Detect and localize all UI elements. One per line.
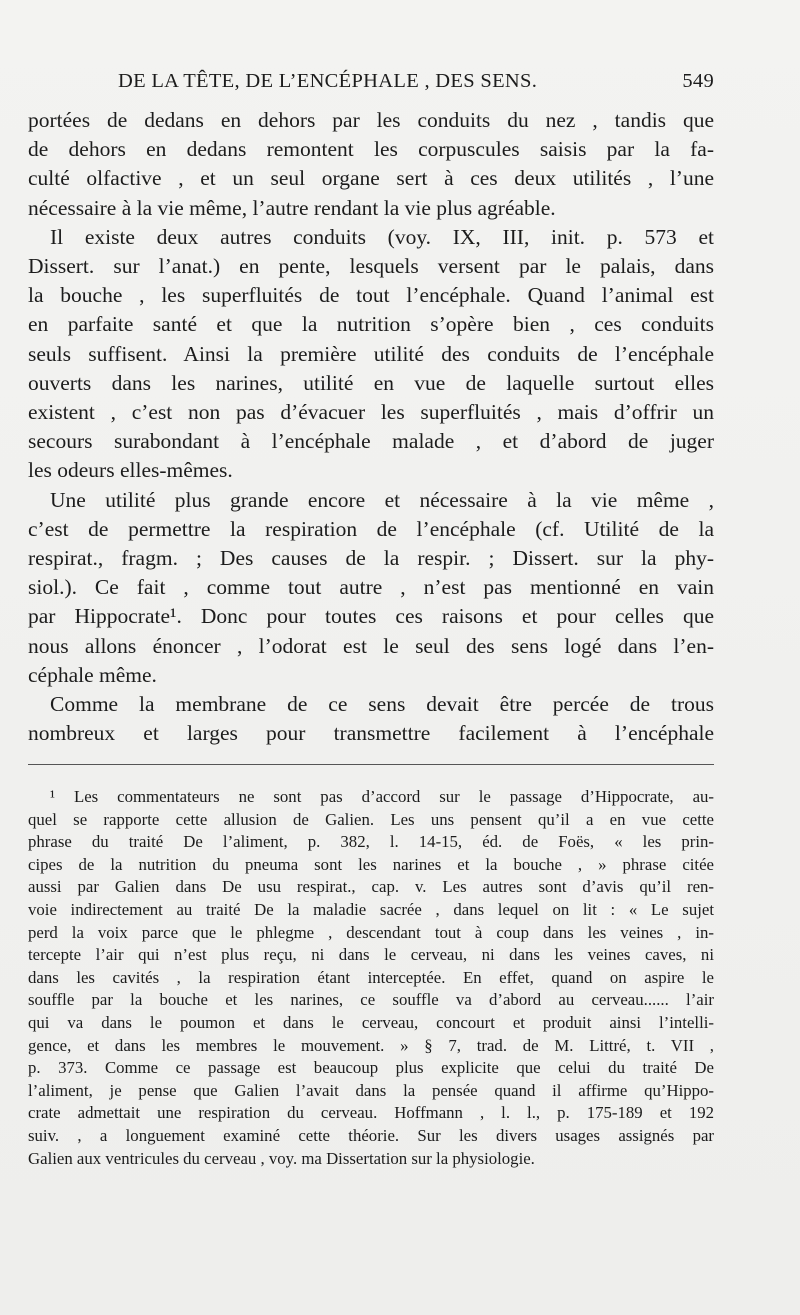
text-line: les odeurs elles-mêmes. <box>28 458 233 483</box>
page-header <box>100 70 714 100</box>
text-line: c’est de permettre la respiration de l’encéphale (cf. Utilité de la <box>28 516 714 541</box>
text-line: ouverts dans les narines, utilité en vue de laquelle surtout elles <box>28 370 714 395</box>
text-line: Comme la membrane de ce sens devait être percée de trous <box>50 692 714 717</box>
paragraph-4 <box>28 690 714 748</box>
text-line: nous allons énoncer , l’odorat est le seul des sens logé dans l’en- <box>28 633 714 658</box>
footnote-line: cipes de la nutrition du pneuma sont les narines et la bouche , » phrase citée <box>28 854 714 874</box>
text-line: Une utilité plus grande encore et nécessaire à la vie même , <box>50 487 714 512</box>
footnote-line: Galien aux ventricules du cerveau , voy. ma Dissertation sur la physiologie. <box>28 1148 535 1168</box>
paragraph-3 <box>28 486 714 690</box>
text-line: secours surabondant à l’encéphale malade , et d’abord de juger <box>28 429 714 454</box>
text-line: culté olfactive , et un seul organe sert à ces deux utilités , l’une <box>28 166 714 191</box>
footnote-line: aussi par Galien dans De usu respirat., cap. v. Les autres sont d’avis qu’il ren- <box>28 877 714 897</box>
text-line: respirat., fragm. ; Des causes de la respir. ; Dissert. sur la phy- <box>28 546 714 571</box>
footnote <box>28 786 714 1170</box>
paragraph-2 <box>28 223 714 486</box>
footnote-line: ¹ Les commentateurs ne sont pas d’accord sur le passage d’Hippocrate, au- <box>50 787 714 806</box>
footnote-line: p. 373. Comme ce passage est beaucoup plus explicite que celui du traité De <box>28 1058 714 1078</box>
footnote-line: quel se rapporte cette allusion de Galien. Les uns pensent qu’il a en vue cette <box>28 809 714 829</box>
text-line: en parfaite santé et que la nutrition s’opère bien , ces conduits <box>28 312 714 337</box>
footnote-line: dans les cavités , la respiration étant interceptée. En effet, quand on aspire le <box>28 967 714 987</box>
footnote-line: tercepte l’air qui n’est plus reçu, ni dans le cerveau, ni dans les veines caves, ni <box>28 945 714 965</box>
footnote-line: suiv. , a longuement examiné cette théorie. Sur les divers usages assignés par <box>28 1125 714 1145</box>
running-title: DE LA TÊTE, DE L’ENCÉPHALE , DES SENS. <box>118 70 538 92</box>
text-line: portées de dedans en dehors par les conduits du nez , tandis que <box>28 108 714 132</box>
text-line: de dehors en dedans remontent les corpuscules saisis par la fa- <box>28 137 714 162</box>
footnote-line: qui va dans le poumon et dans le cerveau, concourt et produit ainsi l’intelli- <box>28 1012 714 1032</box>
text-line: existent , c’est non pas d’évacuer les superfluités , mais d’offrir un <box>28 400 714 425</box>
page-number: 549 <box>682 70 714 92</box>
paragraph-1 <box>28 106 714 223</box>
text-line: nombreux et larges pour transmettre facilement à l’encéphale <box>28 721 714 746</box>
text-line: nécessaire à la vie même, l’autre rendant la vie plus agréable. <box>28 195 556 220</box>
footnote-line: crate admettait une respiration du cerveau. Hoffmann , l. l., p. 175-189 et 192 <box>28 1103 714 1123</box>
footnote-line: voie indirectement au traité De la maladie sacrée , dans lequel on lit : « Le sujet <box>28 899 714 919</box>
text-line: par Hippocrate¹. Donc pour toutes ces raisons et pour celles que <box>28 604 714 629</box>
text-line: siol.). Ce fait , comme tout autre , n’est pas mentionné en vain <box>28 575 714 600</box>
footnote-separator <box>28 764 714 765</box>
footnote-line: phrase du traité De l’aliment, p. 382, l. 14-15, éd. de Foës, « les prin- <box>28 832 714 852</box>
footnote-line: perd la voix parce que le phlegme , descendant tout à coup dans les veines , in- <box>28 922 714 942</box>
footnote-line: souffle par la bouche et les narines, ce souffle va d’abord au cerveau...... l’air <box>28 990 714 1010</box>
text-line: Il existe deux autres conduits (voy. IX, III, init. p. 573 et <box>50 224 714 249</box>
text-line: céphale même. <box>28 662 157 687</box>
footnote-line: l’aliment, je pense que Galien l’avait dans la pensée quand il affirme qu’Hippo- <box>28 1080 714 1100</box>
main-text <box>28 106 714 748</box>
text-line: la bouche , les superfluités de tout l’encéphale. Quand l’animal est <box>28 283 714 308</box>
text-line: Dissert. sur l’anat.) en pente, lesquels versent par le palais, dans <box>28 254 714 279</box>
text-line: seuls suffisent. Ainsi la première utilité des conduits de l’encéphale <box>28 341 714 366</box>
footnote-line: gence, et dans les membres le mouvement. » § 7, trad. de M. Littré, t. VII , <box>28 1035 714 1055</box>
